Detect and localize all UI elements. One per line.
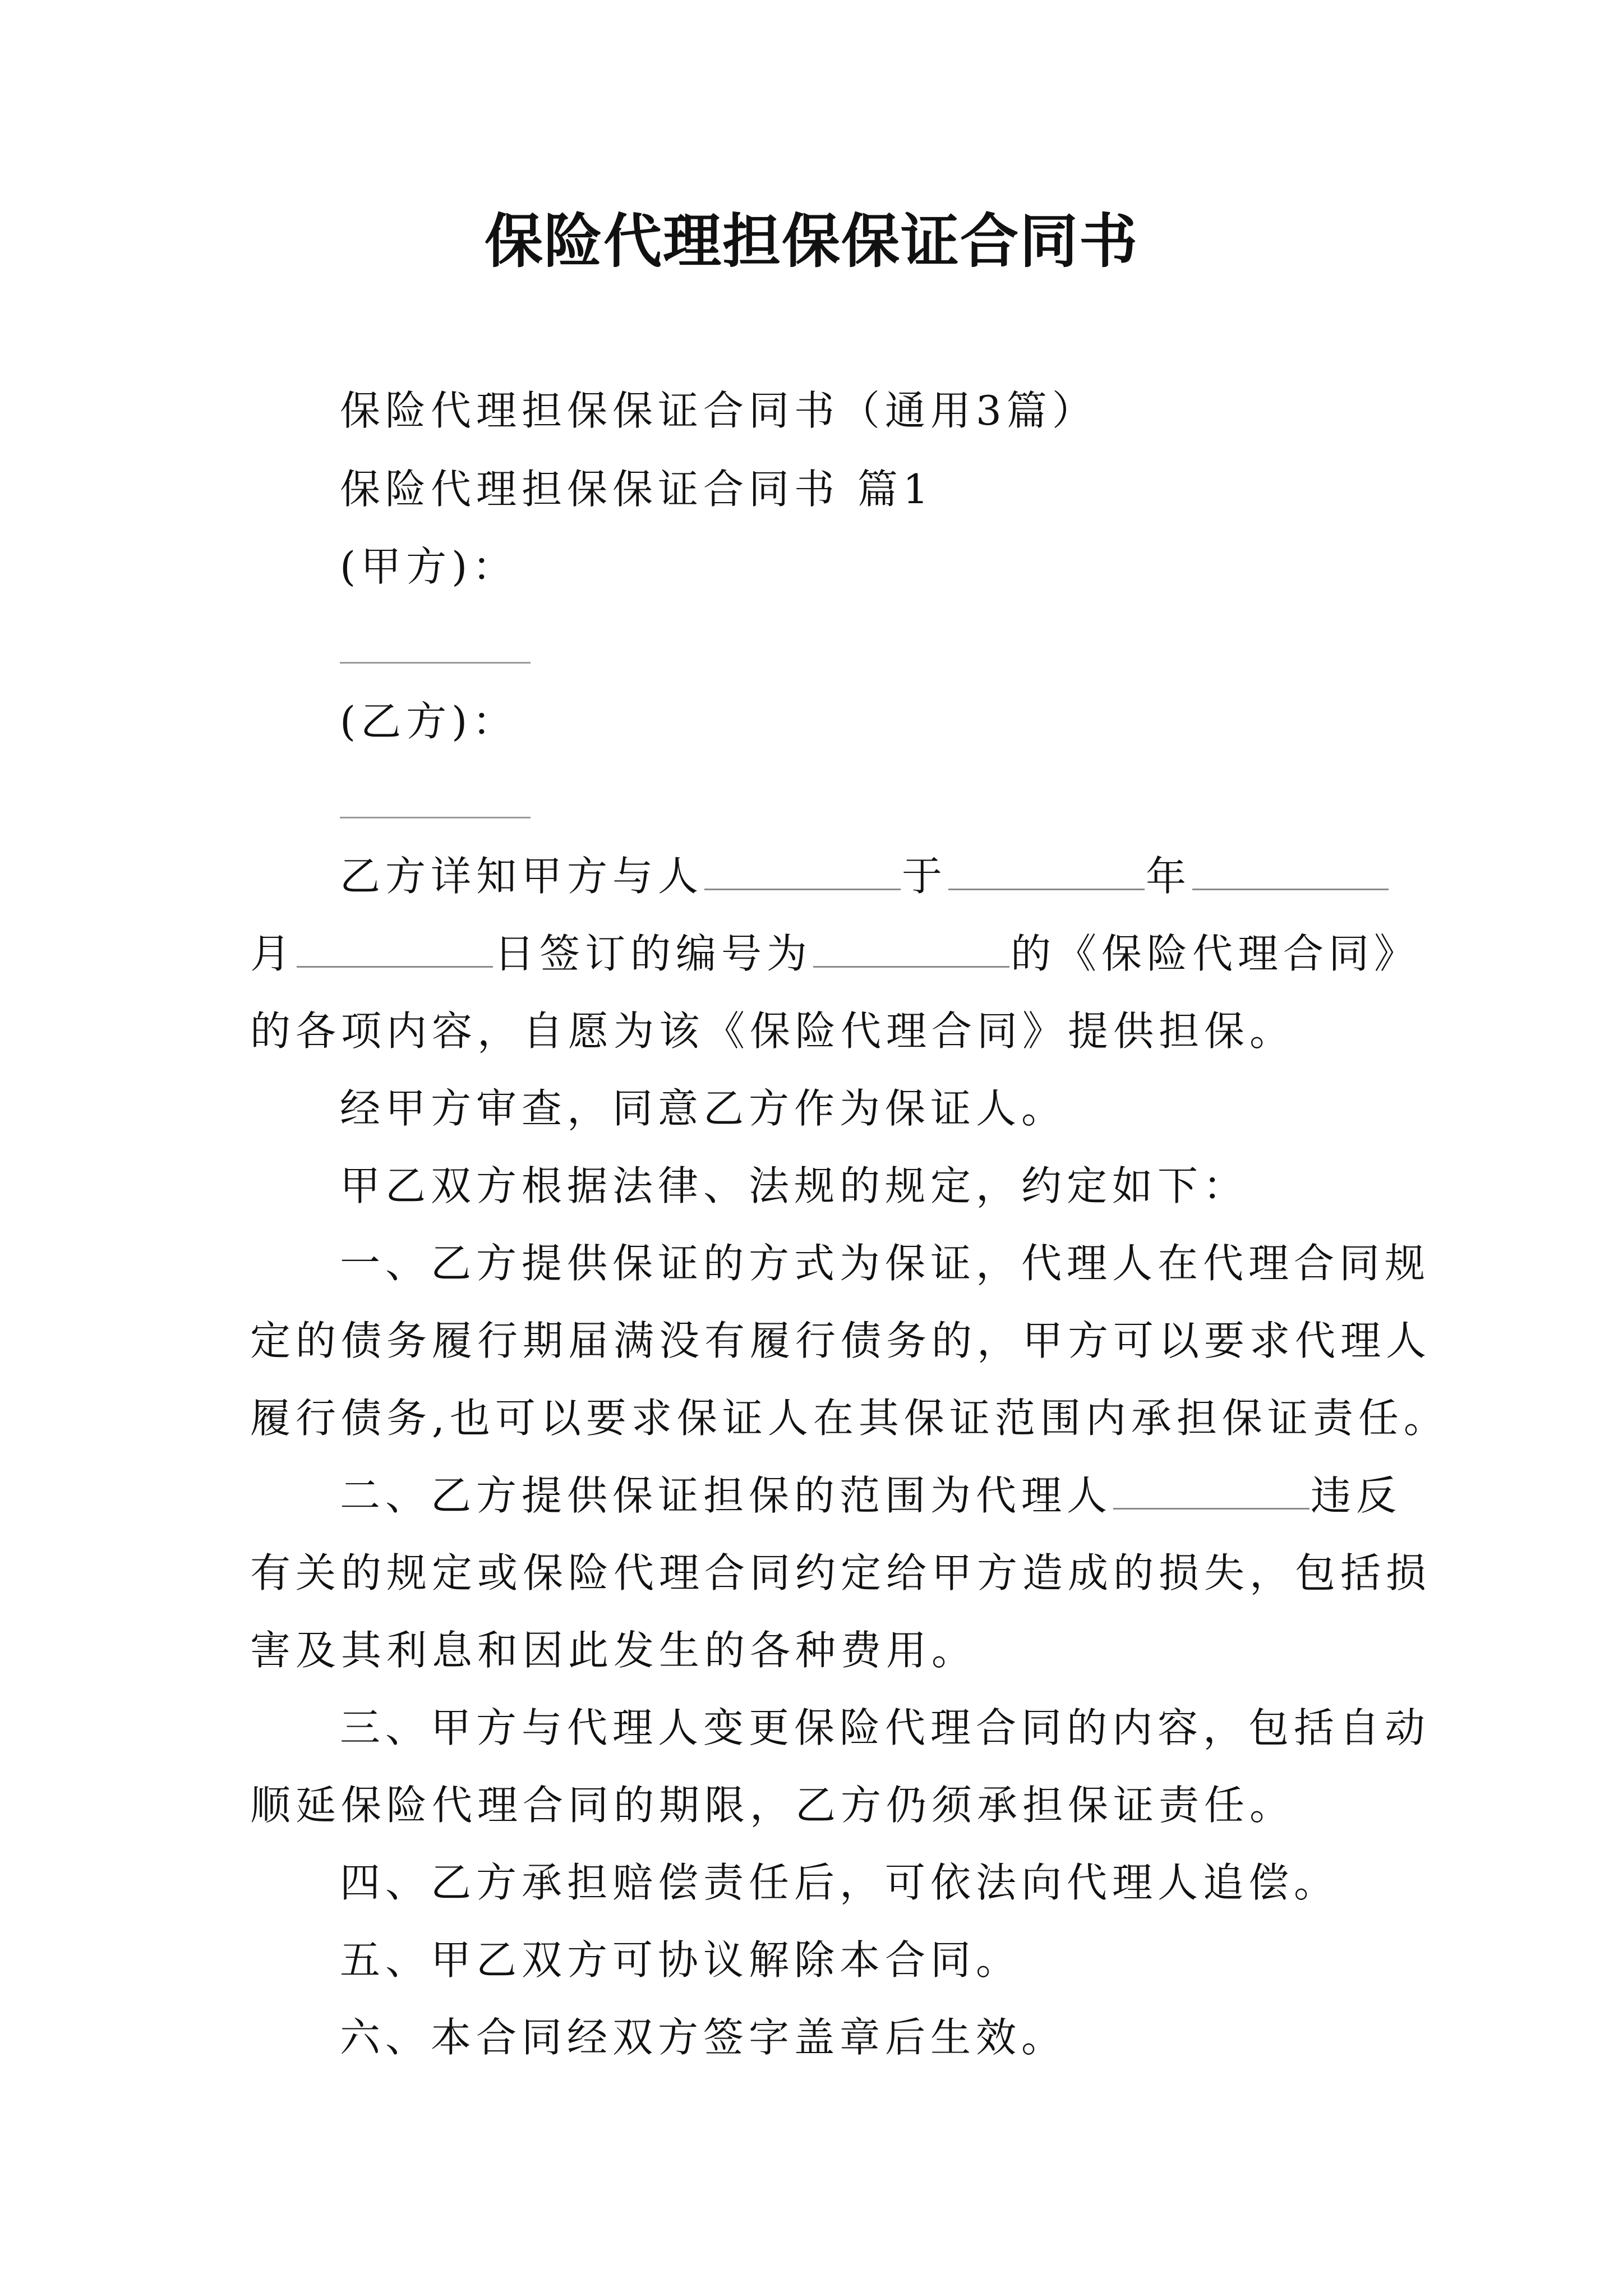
paragraph-1-line-2	[250, 926, 1419, 982]
clause-2-line-1	[340, 1467, 1401, 1524]
c2-text-1: 二、乙方提供保证担保的范围为代理人	[340, 1472, 1113, 1519]
clause-5: 五、甲乙双方可协议解除本合同。	[340, 1936, 1022, 1984]
blank-year	[948, 886, 1145, 890]
blank-number	[813, 964, 1009, 968]
paragraph-3: 甲乙双方根据法律、法规的规定，约定如下：	[340, 1162, 1249, 1209]
party-a-label: (甲方)：	[340, 543, 518, 590]
blank-day	[297, 964, 493, 968]
party-a-blank	[340, 662, 531, 664]
clause-2-line-3: 害及其利息和因此发生的各种费用。	[250, 1627, 978, 1674]
paragraph-1-line-1	[340, 848, 1390, 904]
blank-violation	[1113, 1506, 1310, 1510]
paragraph-2: 经甲方审查，同意乙方作为保证人。	[340, 1085, 1067, 1132]
clause-6: 六、本合同经双方签字盖章后生效。	[340, 2014, 1067, 2061]
clause-4: 四、乙方承担赔偿责任后，可依法向代理人追偿。	[340, 1859, 1340, 1906]
p1-text-5: 日签订的编号为	[494, 930, 813, 977]
blank-month	[1192, 886, 1389, 890]
section-heading: 保险代理担保保证合同书 篇1	[340, 466, 934, 513]
paragraph-1-line-3: 的各项内容，自愿为该《保险代理合同》提供担保。	[250, 1007, 1295, 1055]
p1-text-2: 于	[902, 853, 948, 900]
c2-text-2: 违反	[1311, 1472, 1402, 1519]
p1-text-6: 的《保险代理合同》	[1011, 930, 1420, 977]
clause-2-line-2: 有关的规定或保险代理合同约定给甲方造成的损失，包括损	[250, 1549, 1432, 1596]
clause-1-line-2: 定的债务履行期届满没有履行债务的，甲方可以要求代理人	[250, 1317, 1432, 1364]
p1-text-4: 月	[250, 930, 296, 977]
subtitle: 保险代理担保保证合同书（通用3篇）	[340, 387, 1098, 434]
document-title: 保险代理担保保证合同书	[484, 206, 1138, 275]
clause-1-line-3: 履行债务,也可以要求保证人在其保证范围内承担保证责任。	[250, 1395, 1449, 1442]
clause-3-line-2: 顺延保险代理合同的期限，乙方仍须承担保证责任。	[250, 1782, 1295, 1829]
clause-1-line-1: 一、乙方提供保证的方式为保证，代理人在代理合同规	[340, 1240, 1431, 1287]
blank-agent	[704, 886, 901, 890]
party-b-label: (乙方)：	[340, 698, 518, 745]
p1-text-3: 年	[1146, 853, 1192, 900]
party-b-blank	[340, 817, 531, 818]
p1-text-1: 乙方详知甲方与人	[340, 853, 704, 900]
clause-3-line-1: 三、甲方与代理人变更保险代理合同的内容，包括自动	[340, 1704, 1431, 1751]
